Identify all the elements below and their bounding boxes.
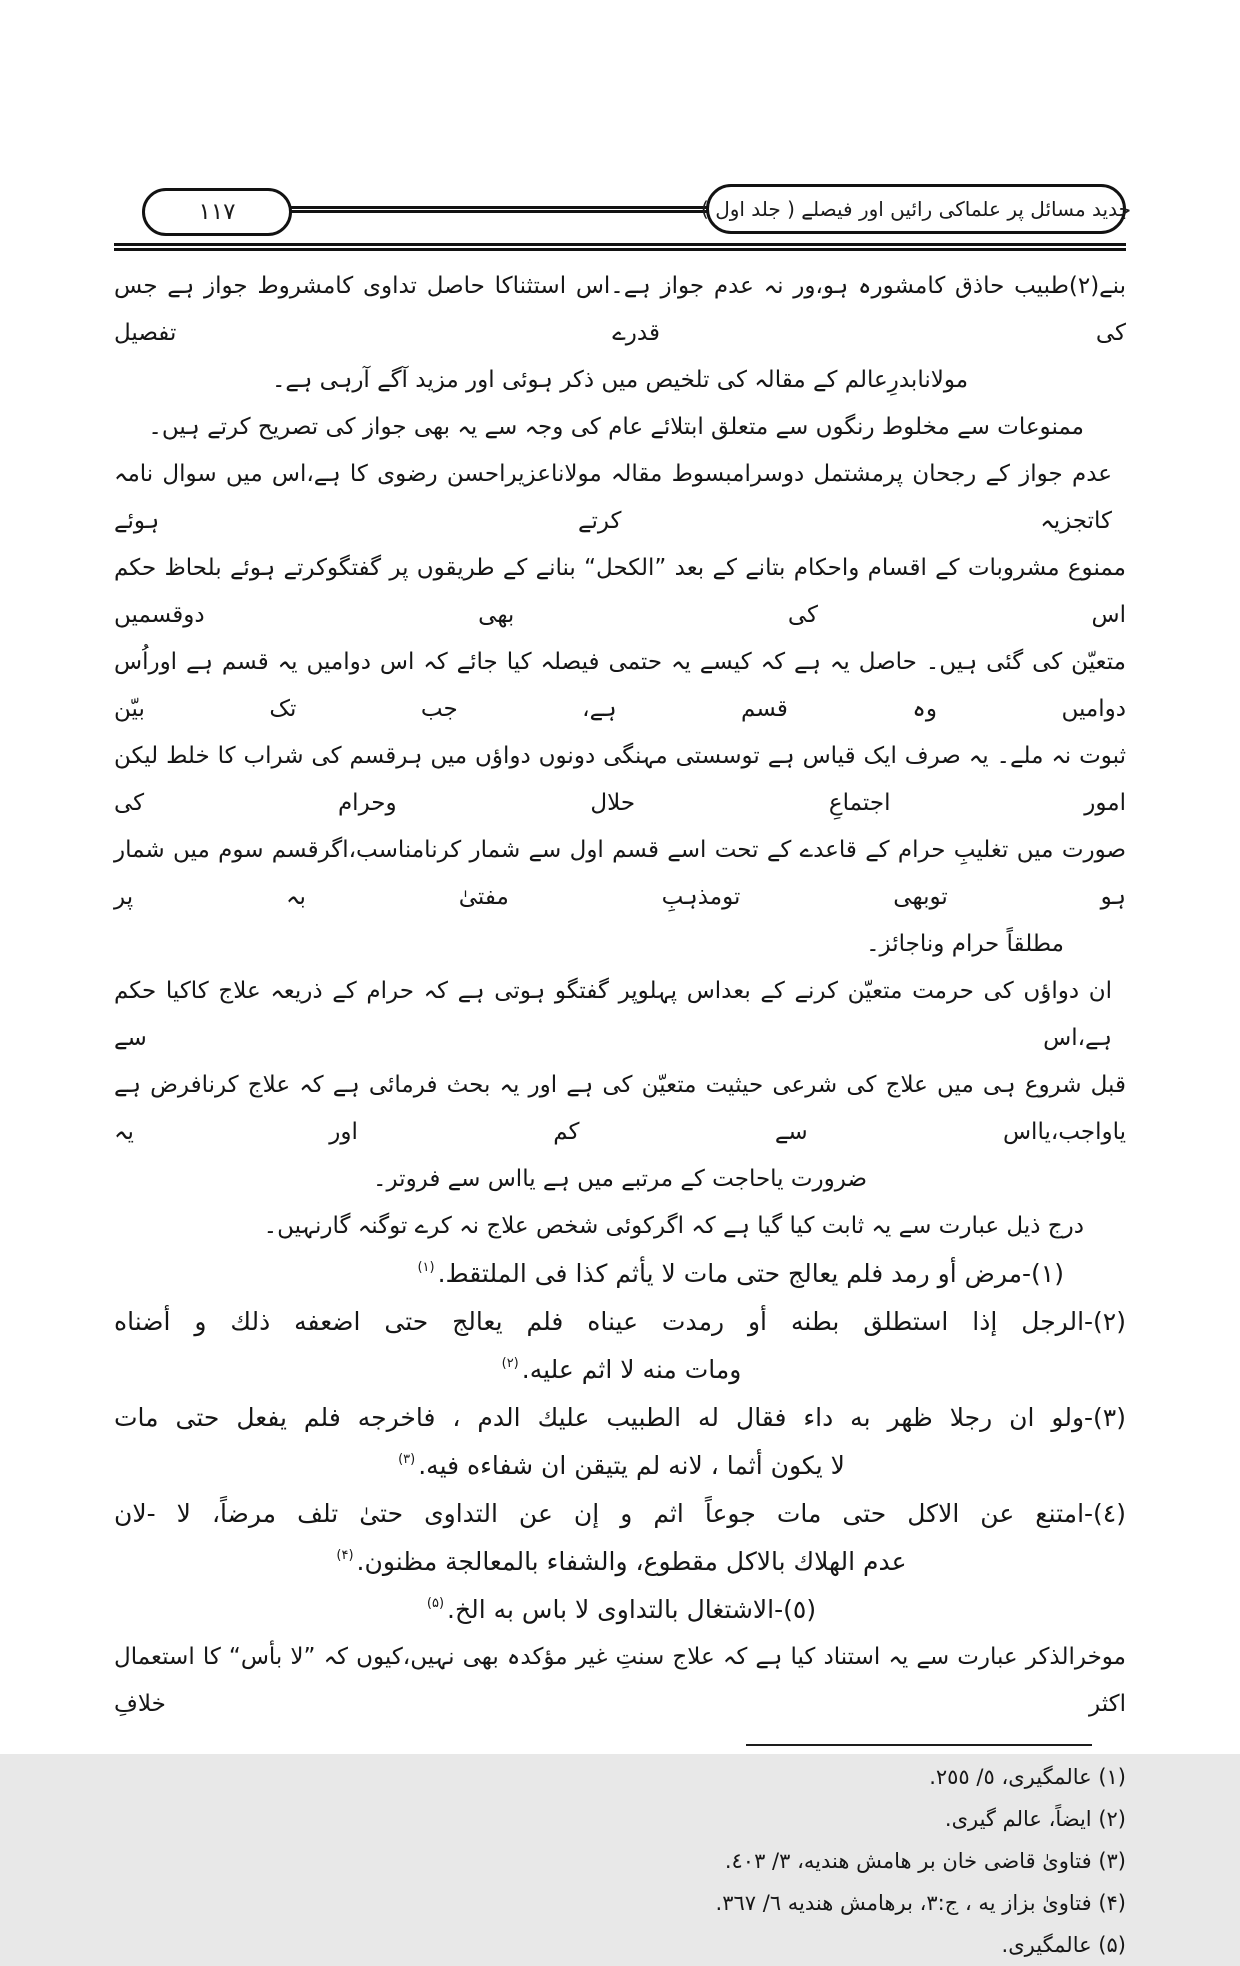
book-title-pill [701, 184, 1131, 234]
text-line: ان دواؤں کی حرمت متعیّن کرنے کے بعداس پہلوپر گفتگو ہوتی ہے کہ حرام کے ذریعہ علاج کاکیا حکم ہے،اس سے [114, 978, 1112, 1051]
footnote-list [114, 1756, 1126, 1966]
arabic-quote-line: (٢)-الرجل إذا استطلق بطنه أو رمدت عيناه فلم يعالج حتى اضعفه ذلك و أضناه [114, 1307, 1126, 1336]
footnote-item: (٢) ایضاً، عالم گیری. [944, 1807, 1126, 1831]
text-line: موخرالذکر عبارت سے یہ استناد کیا ہے کہ علاج سنتِ غیر مؤکدہ بھی نہیں،کیوں کہ ”لا بأس“ کا استعمال اکثر خلافِ [114, 1644, 1126, 1717]
page-number: ۱۱۷ [198, 199, 236, 225]
footnote-item: (٣) فتاویٰ قاضی خان بر هامش هندیه، ٣/ ٤٠٣. [724, 1849, 1126, 1873]
footnote-item: (۵) عالمگیری. [1001, 1933, 1126, 1957]
text-line: ممنوعات سے مخلوط رنگوں سے متعلق ابتلائے عام کی وجہ سے یہ بھی جواز کی تصریح کرتے ہیں۔ [148, 414, 1084, 440]
footnote-ref-marker: (٢) [501, 1355, 519, 1371]
footnote-ref-marker: (٣) [398, 1451, 416, 1467]
arabic-quote-line: (١)-مرض أو رمد فلم يعالج حتى مات لا يأثم كذا فى الملتقط.$^{(١)}$ [114, 1250, 1126, 1298]
header-connector-rule [286, 206, 712, 213]
arabic-quote-line: (٥)-الاشتغال بالتداوى لا باس به الخ.$^{(۵)}$ [114, 1586, 1126, 1634]
text-line: قبل شروع ہی میں علاج کی شرعی حیثیت متعیّن کی ہے اور یہ بحث فرمائی ہے کہ علاج کرنافرض ہے یاواجب،یااس سے کم اور یہ [114, 1072, 1126, 1145]
arabic-quote-line: عدم الهلاك بالاكل مقطوع، والشفاء بالمعالجة مظنون.$^{(۴)}$ [114, 1538, 1126, 1586]
text-line: بنے(۲)طبیب حاذق کامشورہ ہو،ور نہ عدم جواز ہے۔اس استثناکا حاصل تداوی کامشروط جواز ہے جس کی قدرے تفصیل [114, 273, 1126, 346]
page-number-pill [142, 188, 292, 236]
text-line: مولانابدرِعالم کے مقالہ کی تلخیص میں ذکر ہوئی اور مزید آگے آرہی ہے۔ [271, 367, 969, 393]
footnote-item: (١) عالمگیری، ٥/ ٢٥٥. [929, 1765, 1126, 1789]
footnotes-separator-rule [746, 1744, 1092, 1746]
text-line: ضرورت یاحاجت کے مرتبے میں ہے یااس سے فروتر۔ [373, 1166, 867, 1192]
arabic-quote-line: لا يكون أثما ، لانه لم يتيقن ان شفاءه فيه.$^{(٣)}$ [114, 1442, 1126, 1490]
text-line: درج ذیل عبارت سے یہ ثابت کیا گیا ہے کہ اگرکوئی شخص علاج نہ کرے توگنہ گارنہیں۔ [263, 1213, 1084, 1239]
footnote-ref-marker: (۵) [426, 1595, 445, 1611]
text-line: ثبوت نہ ملے۔ یہ صرف ایک قیاس ہے توسستی مہنگی دونوں دواؤں میں ہرقسم کی شراب کا خلط لیکن امور اجتماعِ حلال وحرام کی [114, 743, 1126, 816]
footnote-item: (۴) فتاویٰ بزاز یه ، ج:٣، برهامش هندیه ٦/ ٣٦٧. [715, 1891, 1126, 1915]
arabic-quote-line: (٣)-ولو ان رجلا ظهر به داء فقال له الطبيب عليك الدم ، فاخرجه فلم يفعل حتى مات [114, 1403, 1126, 1432]
text-line: ممنوع مشروبات کے اقسام واحکام بتانے کے بعد ”الکحل“ بنانے کے طریقوں پر گفتگوکرتے ہوئے بلحاظ حکم اس کی بھی دوقسمیں [114, 555, 1126, 628]
header-double-rule [114, 243, 1126, 251]
text-line: متعیّن کی گئی ہیں۔ حاصل یہ ہے کہ کیسے یہ حتمی فیصلہ کیا جائے کہ اس دوامیں یہ قسم ہے اوراُس دوامیں وہ قسم ہے، جب تک بیّن [114, 649, 1126, 722]
arabic-quote-line: (٤)-امتنع عن الاكل حتى مات جوعاً اثم و إن عن التداوى حتىٰ تلف مرضاً، لا -لان [114, 1499, 1126, 1528]
body-text [114, 263, 1126, 1728]
footnote-ref-marker: (١) [417, 1259, 435, 1275]
page-header [114, 184, 1131, 238]
text-line: عدم جواز کے رجحان پرمشتمل دوسرامبسوط مقالہ مولاناعزیراحسن رضوی کا ہے،اس میں سوال نامہ کاتجزیہ کرتے ہوئے [114, 461, 1112, 534]
book-title: جدید مسائل پر علماکی رائیں اور فیصلے ( جلد اول ) [701, 197, 1131, 221]
text-line: صورت میں تغلیبِ حرام کے قاعدے کے تحت اسے قسم اول سے شمار کرنامناسب،اگرقسم سوم میں شمار ہو توبھی تومذہبِ مفتیٰ بہ پر [114, 837, 1126, 910]
text-line: مطلقاً حرام وناجائز۔ [866, 931, 1064, 957]
footnote-ref-marker: (۴) [336, 1547, 354, 1563]
arabic-quote-line: ومات منه لا اثم عليه.$^{(٢)}$ [114, 1346, 1126, 1394]
